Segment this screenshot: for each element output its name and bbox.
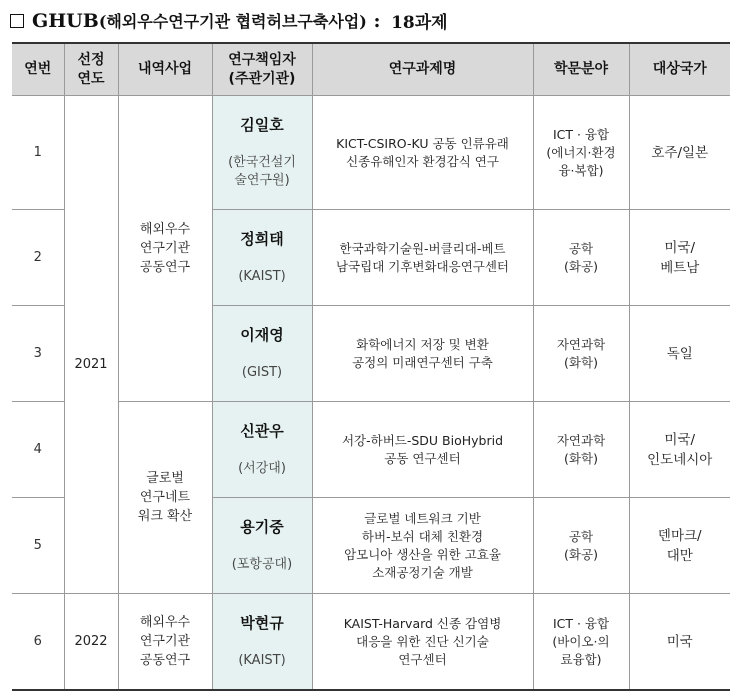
table-header-row [12,43,730,96]
researcher-org: (GIST) [241,365,283,380]
document-title [10,8,448,33]
header-researcher: 연구책임자 (주관기관) [212,43,312,96]
researcher-cell [212,498,312,594]
row-no: 5 [12,498,64,594]
header-year: 선정 연도 [64,43,118,96]
row-no: 2 [12,210,64,306]
title-prefix: GHUB [32,9,99,32]
header-program: 내역사업 [118,43,212,96]
researcher-cell [212,402,312,498]
researcher-name: 이재영 [240,326,284,344]
title-separator: : [366,9,388,32]
title-subtitle: (해외우수연구기관 협력허브구축사업) [98,12,367,31]
project-name: 글로벌 네트워크 기반 하버-보쉬 대체 친환경 암모니아 생산을 위한 고효율 소재공정기술 개발 [312,498,533,594]
project-name: 서강-하버드-SDU BioHybrid 공동 연구센터 [312,402,533,498]
researcher-org: (서강대) [238,461,286,476]
field-cell: 자연과학 (화학) [533,402,629,498]
row-no: 3 [12,306,64,402]
program-cell: 해외우수 연구기관 공동연구 [118,594,212,691]
project-table [12,42,730,691]
field-cell: ICT · 융합 (바이오·의 료융합) [533,594,629,691]
year-cell: 2022 [64,594,118,691]
header-field: 학문분야 [533,43,629,96]
project-name: 화학에너지 저장 및 변환 공정의 미래연구센터 구축 [312,306,533,402]
project-name: KICT-CSIRO-KU 공동 인류유래 신종유해인자 환경감식 연구 [312,96,533,210]
researcher-name: 김일호 [240,116,284,134]
researcher-cell [212,594,312,691]
field-cell: 공학 (화공) [533,498,629,594]
field-cell: ICT · 융합 (에너지·환경 융·복합) [533,96,629,210]
header-country: 대상국가 [629,43,730,96]
title-count: 18과제 [391,13,448,33]
country-cell: 호주/일본 [629,96,730,210]
program-cell: 해외우수 연구기관 공동연구 [118,96,212,402]
table-row [12,594,730,691]
researcher-cell [212,306,312,402]
field-cell: 자연과학 (화학) [533,306,629,402]
header-no: 연번 [12,43,64,96]
researcher-name: 신관우 [240,422,284,440]
researcher-cell [212,210,312,306]
country-cell: 덴마크/ 대만 [629,498,730,594]
researcher-name: 용기중 [240,518,284,536]
table-row [12,96,730,210]
project-name: 한국과학기술원-버클리대-베트 남국립대 기후변화대응연구센터 [312,210,533,306]
country-cell: 미국 [629,594,730,691]
researcher-org: (한국건설기 술연구원) [228,155,296,188]
year-cell: 2021 [64,96,118,594]
row-no: 1 [12,96,64,210]
researcher-name: 정희태 [240,230,284,248]
researcher-cell [212,96,312,210]
table-row [12,402,730,498]
researcher-org: (KAIST) [238,269,286,284]
researcher-org: (KAIST) [238,653,286,668]
row-no: 6 [12,594,64,691]
program-cell: 글로벌 연구네트 워크 확산 [118,402,212,594]
country-cell: 독일 [629,306,730,402]
header-project: 연구과제명 [312,43,533,96]
country-cell: 미국/ 베트남 [629,210,730,306]
field-cell: 공학 (화공) [533,210,629,306]
researcher-name: 박현규 [240,614,284,632]
project-name: KAIST-Harvard 신종 감염병 대응을 위한 진단 신기술 연구센터 [312,594,533,691]
row-no: 4 [12,402,64,498]
country-cell: 미국/ 인도네시아 [629,402,730,498]
researcher-org: (포항공대) [231,557,293,572]
checkbox-icon [10,14,24,28]
